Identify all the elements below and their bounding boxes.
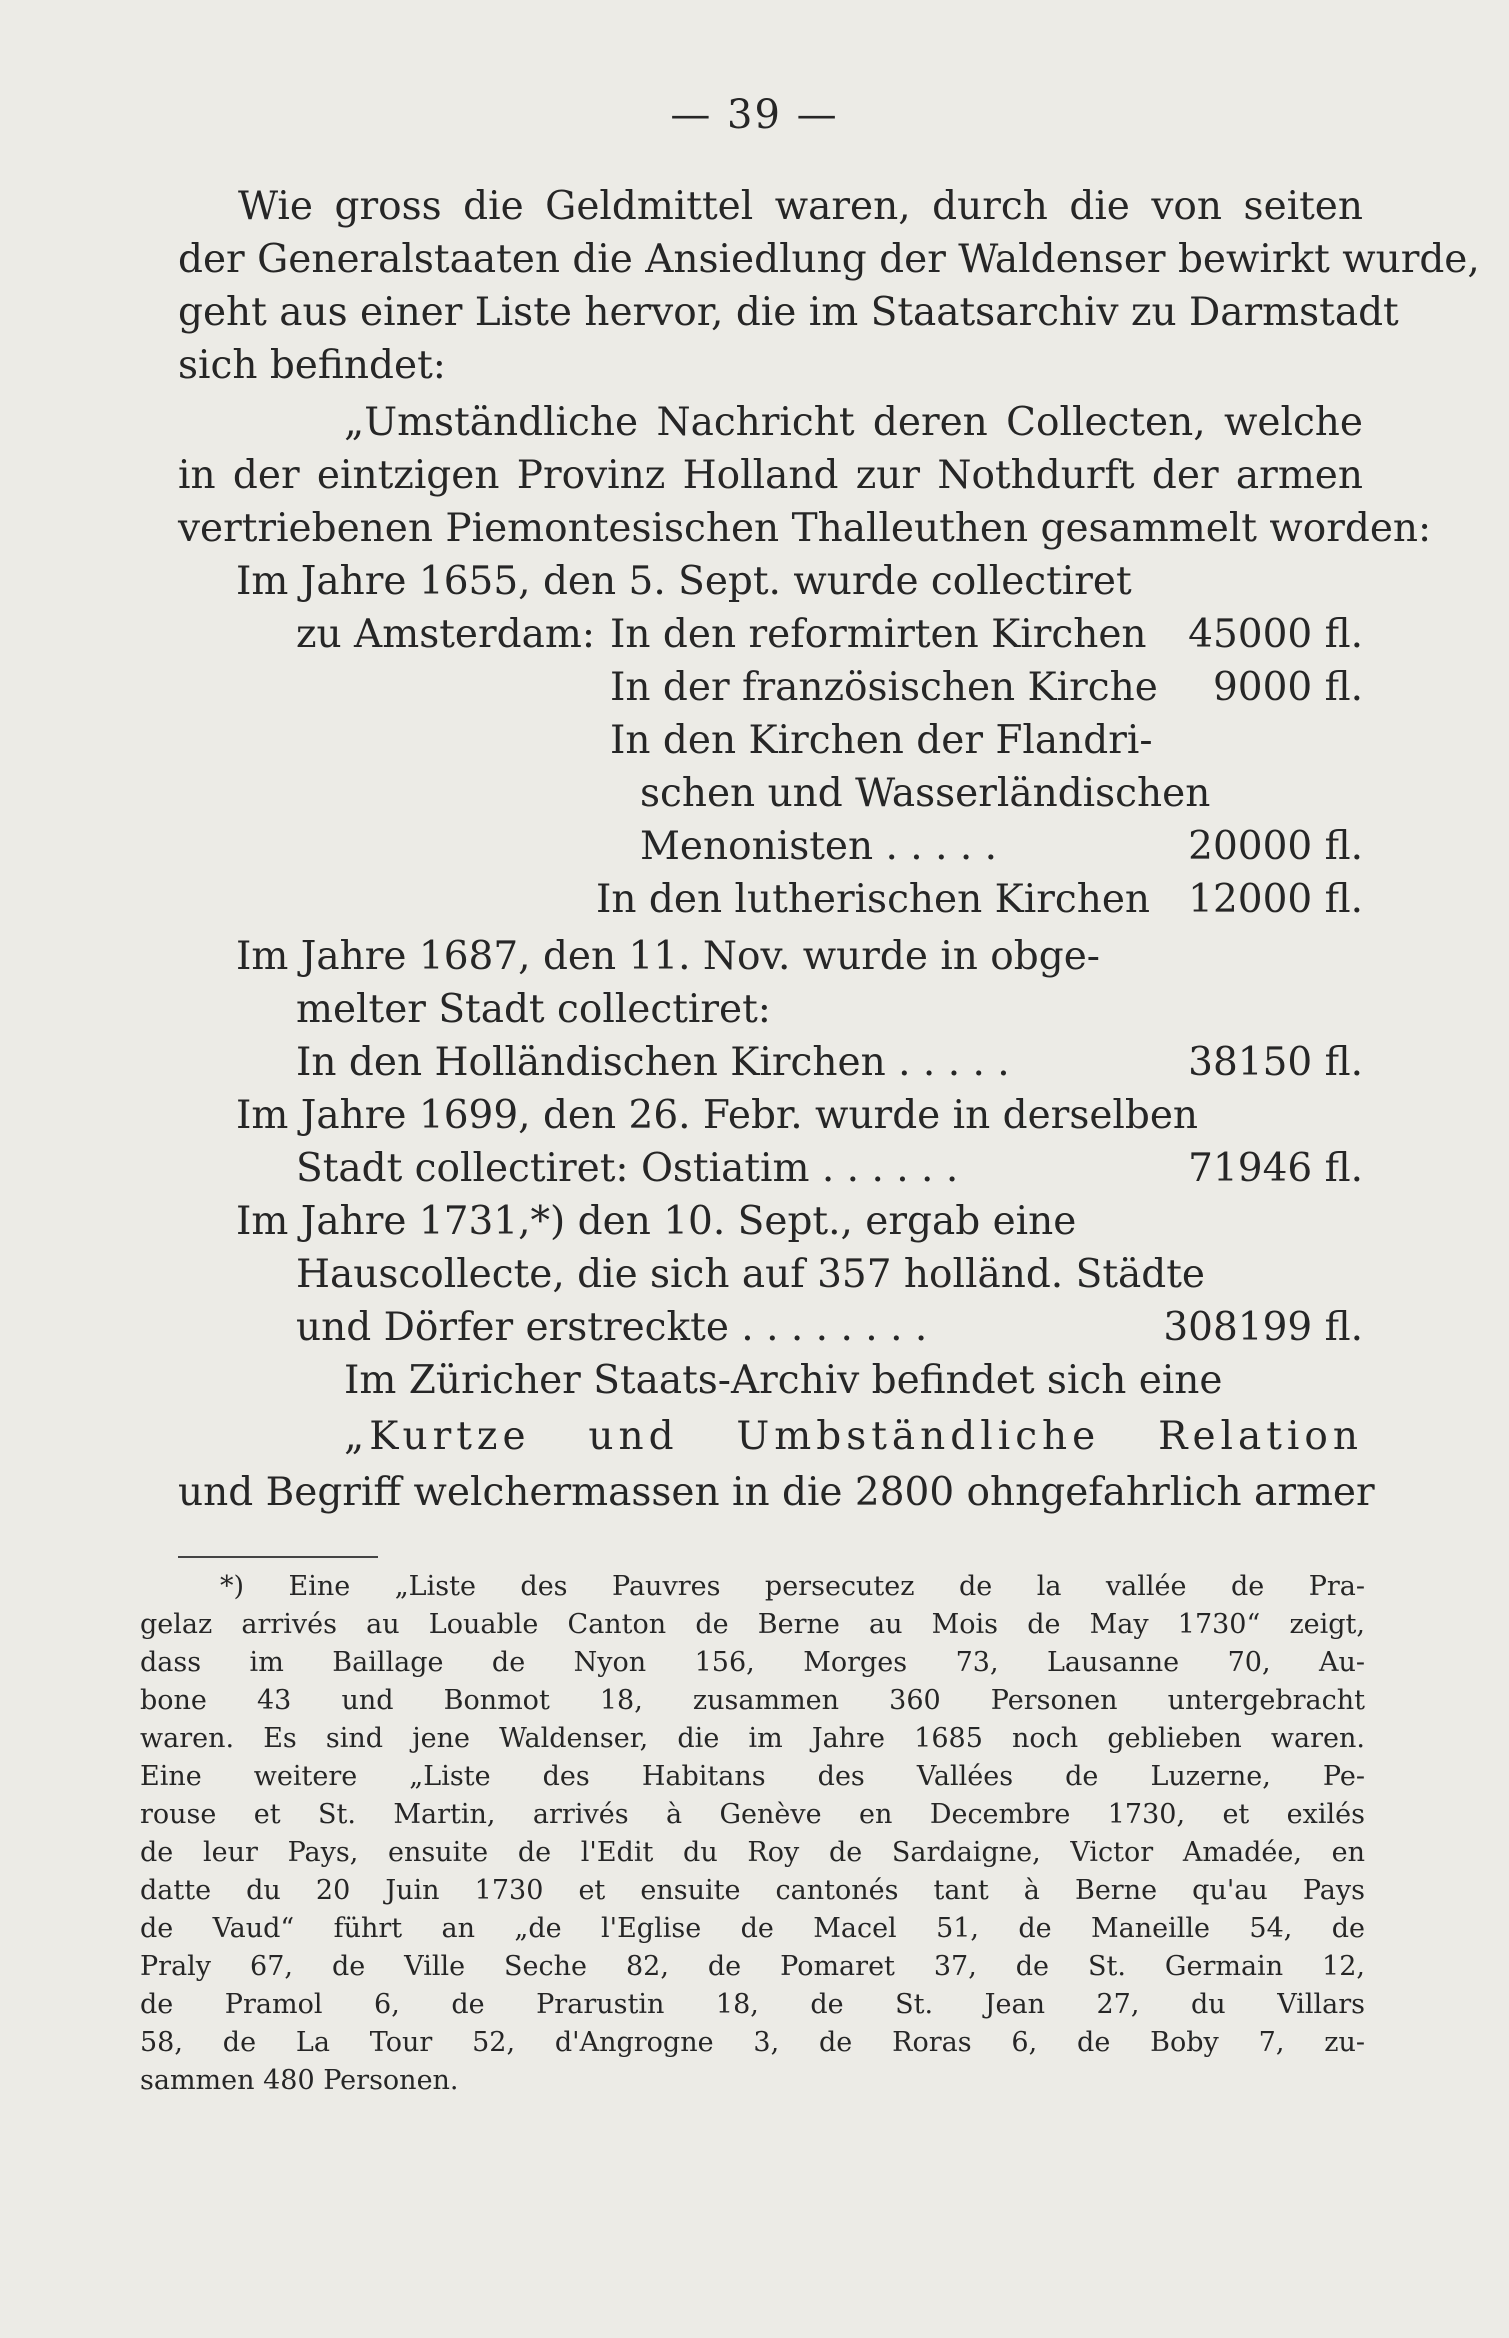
footnote-line: de Vaud“ führt an „de l'Eglise de Macel 51, de Maneille 54, de (140, 1913, 1365, 1944)
entry-amount: 12000 fl. (1188, 877, 1363, 922)
footnote-line: gelaz arrivés au Louable Canton de Berne au Mois de May 1730“ zeigt, (140, 1609, 1365, 1640)
year-1687-line: melter Stadt collectiret: (296, 987, 771, 1032)
footnote-separator (178, 1556, 378, 1558)
quote-line: vertriebenen Piemontesischen Thalleuthen gesammelt worden: (178, 506, 1432, 551)
footnote-line: *) Eine „Liste des Pauvres persecutez de la vallée de Pra- (220, 1571, 1365, 1602)
entry-text: In der französischen Kirche (610, 665, 1158, 710)
entry-text: In den Kirchen der Flandri- (610, 718, 1153, 763)
entry-text: In den lutherischen Kirchen (596, 877, 1151, 922)
text-line: geht aus einer Liste hervor, die im Staatsarchiv zu Darmstadt (178, 290, 1399, 335)
entry-amount: 45000 fl. (1188, 612, 1363, 657)
year-1731-line: Hauscollecte, die sich auf 357 holländ. Städte (296, 1252, 1205, 1297)
entry-amount: 9000 fl. (1212, 665, 1363, 710)
entry-text: In den Holländischen Kirchen . . . . . (296, 1040, 1010, 1085)
footnote-line: dass im Baillage de Nyon 156, Morges 73, Lausanne 70, Au- (140, 1647, 1365, 1678)
text-line: „Kurtze und Umbständliche Relation (344, 1414, 1363, 1459)
text-line: sich befindet: (178, 343, 446, 388)
footnote-line: de leur Pays, ensuite de l'Edit du Roy de Sardaigne, Victor Amadée, en (140, 1837, 1365, 1868)
entry-amount: 71946 fl. (1188, 1146, 1363, 1191)
entry-text: Menonisten . . . . . (640, 824, 998, 869)
year-1655-heading: Im Jahre 1655, den 5. Sept. wurde collectiret (236, 559, 1132, 604)
footnote-line: Eine weitere „Liste des Habitans des Vallées de Luzerne, Pe- (140, 1761, 1365, 1792)
quote-line: in der eintzigen Provinz Holland zur Nothdurft der armen (178, 453, 1363, 498)
entry-amount: 20000 fl. (1188, 824, 1363, 869)
footnote-line: Praly 67, de Ville Seche 82, de Pomaret 37, de St. Germain 12, (140, 1951, 1365, 1982)
entry-amount: 38150 fl. (1188, 1040, 1363, 1085)
footnote-line: rouse et St. Martin, arrivés à Genève en Decembre 1730, et exilés (140, 1799, 1365, 1830)
text-line: der Generalstaaten die Ansiedlung der Waldenser bewirkt wurde, (178, 237, 1480, 282)
quote-line: „Umständliche Nachricht deren Collecten, welche (344, 400, 1363, 445)
entry-text: In den reformirten Kirchen (610, 612, 1147, 657)
footnote-line: datte du 20 Juin 1730 et ensuite cantonés tant à Berne qu'au Pays (140, 1875, 1365, 1906)
year-1687-line: Im Jahre 1687, den 11. Nov. wurde in obge- (236, 934, 1100, 979)
entry-amount: 308199 fl. (1163, 1305, 1363, 1350)
text-line: Im Züricher Staats-Archiv befindet sich eine (344, 1358, 1223, 1403)
footnote-line: bone 43 und Bonmot 18, zusammen 360 Personen untergebracht (140, 1685, 1365, 1716)
footnote-line: de Pramol 6, de Prarustin 18, de St. Jean 27, du Villars (140, 1989, 1365, 2020)
footnote-line: waren. Es sind jene Waldenser, die im Jahre 1685 noch geblieben waren. (140, 1723, 1365, 1754)
year-1731-line: Im Jahre 1731,*) den 10. Sept., ergab eine (236, 1199, 1077, 1244)
entry-text: und Dörfer erstreckte . . . . . . . . (296, 1305, 928, 1350)
entry-text: schen und Wasserländischen (640, 771, 1211, 816)
year-1699-line: Im Jahre 1699, den 26. Febr. wurde in derselben (236, 1093, 1199, 1138)
text-line: Wie gross die Geldmittel waren, durch die von seiten (238, 184, 1363, 229)
page-number: — 39 — (670, 92, 839, 138)
place-label: zu Amsterdam: (296, 612, 595, 657)
entry-text: Stadt collectiret: Ostiatim . . . . . . (296, 1146, 959, 1191)
text-line: und Begriff welchermassen in die 2800 ohngefahrlich armer (178, 1470, 1375, 1515)
footnote-line: sammen 480 Personen. (140, 2065, 459, 2096)
footnote-line: 58, de La Tour 52, d'Angrogne 3, de Roras 6, de Boby 7, zu- (140, 2027, 1365, 2058)
